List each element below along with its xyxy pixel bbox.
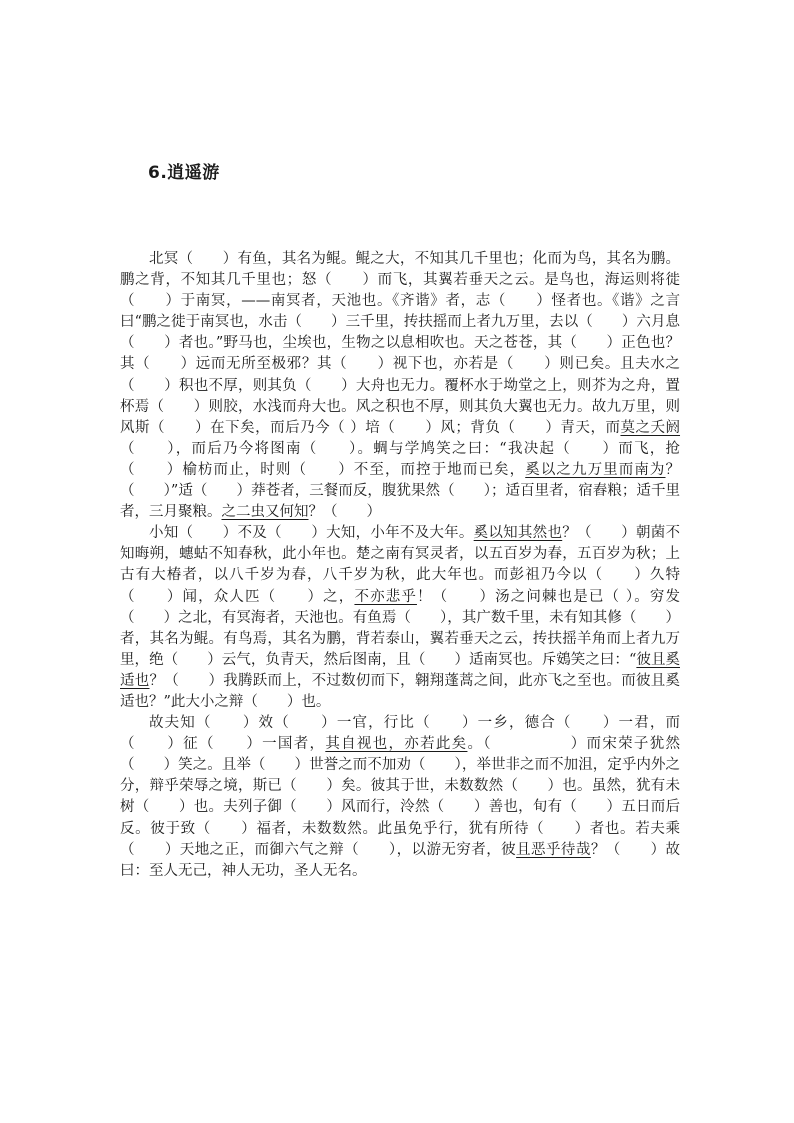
underlined-phrase: 其自视也，亦若此矣 [325, 736, 468, 753]
underlined-phrase: 奚以知其然也 [473, 525, 563, 542]
underlined-phrase: 之二虫又何知 [221, 504, 309, 521]
text-segment: 北冥（ ）有鱼，其名为鲲。鲲之大，不知其几千里也；化而为鸟，其名为鹏。鹏之背，不知其几千里也；怒（ ）而飞，其翼若垂天之云。是鸟也，海运则将徙（ ）于南冥，——南冥者，天池也。《齐谐》者，志（ ）怪者也。《谐》之言曰“鹏之徙于南冥也，水击（ ）三千里，抟扶摇而上者九万里，去以（ ）六月息（ ）者也。”野马也，尘埃也，生物之以息相吹也。天之苍苍，其（ ）正色也？其（ ）远而无所至极邪？其（ ）视下也，亦若是（ ）则已矣。且夫水之（ ）积也不厚，则其负（ ）大舟也无力。覆杯水于坳堂之上，则芥为之舟，置杯焉（ ）则胶，水浅而舟大也。风之积也不厚，则其负大翼也无力。故九万里，则风斯（ ）在下矣，而后乃今（ ）培（ ）风；背负（ ）青天，而 [120, 251, 680, 436]
text-segment: ？（ ）”适（ ）莽苍者，三餐而反，腹犹果然（ ）；适百里者，宿舂粮；适千里者，三月聚粮。 [120, 461, 681, 521]
underlined-phrase: 不亦悲乎 [354, 588, 417, 605]
text-segment: ？（ ） [308, 504, 381, 521]
paragraph [120, 249, 680, 523]
text-segment: ？（ ）朝菌不知晦朔，蟪蛄不知春秋，此小年也。楚之南有冥灵者，以五百岁为春，五百岁为秋；上古有大椿者，以八千岁为春，八千岁为秋，此大年也。而彭祖乃今以（ ）久特（ ）闻，众人匹（ ）之， [120, 525, 681, 605]
underlined-phrase: 莫之夭阏 [620, 419, 681, 436]
text-segment: ？（ ）我腾跃而上，不过数仞而下，翱翔蓬蒿之间，此亦飞之至也。而彼且奚适也？”此大小之辩（ ）也。 [120, 672, 681, 710]
text-segment: （ ），而后乃今将图南（ ）。蜩与学鸠笑之曰：“我决起（ ）而飞，抢（ ）榆枋而止，时则（ ）不至，而控于地而已矣， [120, 440, 680, 478]
text-segment: 。（ ）而宋荣子犹然（ ）笑之。且举（ ）世誉之而不加劝（ ），举世非之而不加沮，定乎内外之分，辩乎荣辱之境，斯已（ ）矣。彼其于世，未数数然（ ）也。虽然，犹有未树（ ）也。夫列子御（ ）风而行，泠然（ ）善也，旬有（ ）五日而后反。彼于致（ ）福者，未数数然。此虽免乎行，犹有所待（ ）者也。若夫乘（ ）天地之正，而御六气之辩（ ），以游无穷者，彼 [120, 736, 681, 858]
text-segment: ？（ ）故曰：至人无己，神人无功，圣人无名。 [120, 841, 681, 879]
document-title: 6.逍遥游 [148, 163, 220, 183]
text-segment: ！（ ）汤之问棘也是已（ ）。穷发（ ）之北，有冥海者，天池也。有鱼焉（ ），其广数千里，未有知其修（ ）者，其名为鲲。有鸟焉，其名为鹏，背若泰山，翼若垂天之云，抟扶摇羊角而上者九万里，绝（ ）云气，负青天，然后图南，且（ ）适南冥也。斥鴳笑之曰：“ [120, 588, 681, 668]
document-body [120, 249, 680, 882]
text-segment: 小知（ ）不及（ ）大知，小年不及大年。 [149, 525, 474, 542]
paragraph [120, 523, 680, 713]
underlined-phrase: 奚以之九万里而南为 [525, 461, 666, 478]
underlined-phrase: 且恶乎待哉 [516, 841, 591, 858]
text-segment: 故夫知（ ）效（ ）一官，行比（ ）一乡，德合（ ）一君，而（ ）征（ ）一国者， [120, 715, 680, 753]
underlined-phrase: 彼且奚适也 [120, 651, 680, 689]
paragraph [120, 713, 680, 882]
